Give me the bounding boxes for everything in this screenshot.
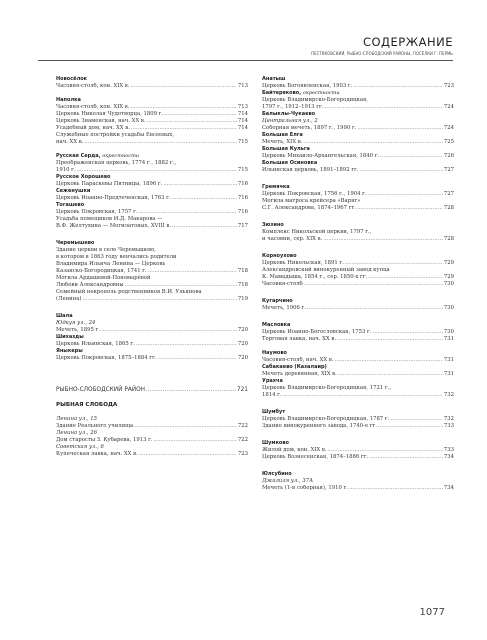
toc-entry — [56, 188, 248, 202]
item-title: Мечеть, 1895 г. — [56, 327, 100, 333]
toc-entry — [262, 378, 454, 399]
toc-entry — [262, 322, 454, 343]
toc-entry — [262, 76, 454, 90]
item-title: Церковь Покровская, 1756 г., 1904 г. — [262, 191, 367, 197]
place-name: Русская Серда, окрестности — [56, 153, 140, 159]
place-name: Русское Хорошево — [56, 174, 111, 180]
page-ref: 720 — [237, 341, 248, 347]
toc-line[interactable] — [56, 341, 248, 348]
toc-line[interactable] — [56, 327, 248, 334]
item-title: Церковь Михаило-Архангельская, 1840 г. — [262, 153, 380, 159]
place-name: Юлсубино — [262, 471, 292, 477]
item-title: Здание Реального училища — [56, 423, 134, 429]
page-ref: 713 — [237, 83, 248, 89]
item-title[interactable]: Усадьба помещиков И.Д. Макарова — — [56, 216, 163, 222]
toc-line[interactable] — [56, 223, 248, 230]
toc-entry — [56, 76, 248, 90]
place-name: Шумково — [262, 440, 289, 446]
page-ref: 714 — [237, 125, 248, 131]
place-name: Черемышево — [56, 240, 95, 246]
page-ref: 716 — [237, 209, 248, 215]
toc-entry — [262, 111, 454, 132]
item-title[interactable]: Церковь Владимирско-Богородицкая, 1721 г., — [262, 385, 392, 391]
place-name: Яныкеры — [56, 348, 83, 354]
page-ref: 718 — [237, 282, 248, 288]
item-title: Церковь Ильинская, 1865 г. — [56, 341, 135, 347]
page-ref: 724 — [443, 125, 454, 131]
toc-line[interactable] — [56, 355, 248, 362]
page-ref: 717 — [237, 223, 248, 229]
item-title: Церковь Иоанно-Предтеченская, 1763 г. — [56, 195, 171, 201]
item-title[interactable]: Служебные постройки усадьбы Евсеевых, — [56, 132, 174, 138]
place-name: Балыклы-Чукаево — [262, 111, 316, 117]
item-title: Усадебный дом, нач. XX в. — [56, 125, 130, 131]
page-ref: 734 — [443, 454, 454, 460]
item-title: Церковь Параскевы Пятницы, 1896 г. — [56, 181, 163, 187]
toc-line[interactable] — [262, 167, 454, 174]
item-title: и часовни, сер. XIX в. — [262, 236, 323, 242]
street-address: Юдкуя ул., 24 — [56, 320, 96, 326]
place-name: Сеженушки — [56, 188, 91, 194]
district-title: РЫБНО-СЛОБОДСКИЙ РАЙОН — [56, 387, 146, 393]
page-subtitle: ПЕСТЯКОВСКИЙ, РЫБНО-СЛОБОДСКИЙ РАЙОНЫ, ПОСЁЛКИ Г. ПЕРМЬ — [311, 51, 453, 56]
section-heading: РЫБНАЯ СЛОБОДА — [56, 402, 118, 408]
toc-right-column — [262, 76, 454, 492]
toc-entry — [262, 440, 454, 461]
item-title: Часовня-столб, нач. XX в. — [262, 357, 334, 363]
page-ref: 716 — [237, 195, 248, 201]
page-ref: 730 — [443, 305, 454, 311]
place-suffix: окрестности — [302, 90, 340, 96]
place-name: Урахча — [262, 378, 283, 384]
item-title: Церковь Николая Чудотворца, 1809 г. — [56, 111, 164, 117]
place-name: Байтеряково, окрестности — [262, 90, 340, 96]
toc-line[interactable] — [262, 485, 454, 492]
street-address: Центральная ул., 2 — [262, 118, 318, 124]
toc-line[interactable] — [262, 153, 454, 160]
page-title: СОДЕРЖАНИЕ — [362, 35, 453, 49]
item-title[interactable]: в котором в 1863 году венчались родители — [56, 254, 177, 260]
item-title[interactable]: Церковь Владимирско-Богородицкая, — [262, 97, 369, 103]
item-title: Церковь Богоявленская, 1903 г. — [262, 83, 353, 89]
toc-line[interactable] — [56, 451, 248, 458]
toc-entry — [262, 184, 454, 212]
place-name: Большая Осиновка — [262, 160, 318, 166]
toc-line[interactable] — [262, 423, 454, 430]
page-ref: 732 — [443, 416, 454, 422]
item-title: Мечеть деревянная, XIX в. — [262, 371, 337, 377]
page-ref: 723 — [237, 451, 248, 457]
place-name: Кугарчино — [262, 298, 293, 304]
toc-entry — [262, 253, 454, 288]
item-title: Мечеть, XIX в. — [262, 139, 303, 145]
item-title: Часовня-столб, кон. XIX в. — [56, 104, 130, 110]
place-name: Анатыш — [262, 76, 286, 82]
place-name: Новосёлок — [56, 76, 88, 82]
item-title: В.Ф. Желтухина — Могилатовых, XVIII в. — [56, 223, 172, 229]
toc-entry — [56, 240, 248, 303]
item-title: Церковь Никольская, 1891 г. — [262, 260, 344, 266]
toc-entry — [56, 202, 248, 230]
toc-line[interactable] — [262, 371, 454, 378]
page-ref: 729 — [443, 260, 454, 266]
toc-entry — [56, 348, 248, 362]
toc-entry — [56, 97, 248, 146]
item-title[interactable]: Могила матроса крейсера «Варяг» — [262, 198, 361, 204]
toc-line[interactable] — [262, 274, 454, 281]
street-address: Ленина ул., 15 — [56, 416, 98, 422]
item-title: Казанско-Богородицкая, 1741 г. — [56, 268, 147, 274]
place-name: Большая Кульга — [262, 146, 310, 152]
toc-entry — [262, 90, 454, 111]
page-ref: 724 — [443, 104, 454, 110]
place-name: Гремячка — [262, 184, 290, 190]
item-title: Церковь Иоанно-Богословская, 1753 г. — [262, 329, 372, 335]
page-ref: 733 — [443, 423, 454, 429]
page-ref: 723 — [443, 83, 454, 89]
item-title: Церковь Владимирско-Богородицкая, 1787 г. — [262, 416, 390, 422]
toc-line[interactable] — [262, 454, 454, 461]
item-title: Торговая лавка, нач. XX в. — [262, 336, 337, 342]
place-name: Тогашево — [56, 202, 85, 208]
toc-line[interactable] — [56, 125, 248, 132]
item-title[interactable]: Могила Ардашевой-Пономарёвой — [56, 275, 151, 281]
page-ref: 726 — [443, 153, 454, 159]
item-title: Здание винокуренного завода, 1740-е гг. — [262, 423, 378, 429]
item-title: Церковь Вознесенская, 1874–1886 гг. — [262, 454, 369, 460]
toc-line[interactable] — [262, 357, 454, 364]
toc-line[interactable] — [262, 329, 454, 336]
toc-entry — [262, 409, 454, 430]
place-name: Шала — [56, 313, 73, 319]
toc-line[interactable] — [56, 104, 248, 111]
item-title: нач. XX в. — [56, 139, 84, 145]
item-title: Церковь Покровская, 1875–1884 гг. — [56, 355, 157, 361]
page-ref: 731 — [443, 357, 454, 363]
item-title: 1814 г. — [262, 392, 282, 398]
item-title[interactable]: Преображенская церковь, 1774 г., 1882 г., — [56, 160, 177, 166]
toc-line[interactable] — [262, 125, 454, 132]
item-title: (Ленина) — [56, 296, 82, 302]
toc-line[interactable] — [262, 104, 454, 111]
item-title: Часовня-столб, кон. XIX в. — [56, 83, 130, 89]
toc-line[interactable] — [262, 281, 454, 288]
toc-line[interactable] — [56, 423, 248, 430]
page-ref: 714 — [237, 111, 248, 117]
place-name: Зюзино — [262, 222, 284, 228]
toc-line[interactable] — [56, 195, 248, 202]
page-ref: 716 — [237, 181, 248, 187]
place-name: Шихазды — [56, 334, 84, 340]
item-title: Часовня-столб — [262, 281, 303, 287]
page-ref: 730 — [443, 281, 454, 287]
toc-line[interactable] — [56, 282, 248, 289]
page-number: 1077 — [419, 607, 445, 618]
header-rule — [38, 60, 453, 61]
item-title: Любови Александровны — [56, 282, 124, 288]
page-ref: 725 — [443, 139, 454, 145]
item-title[interactable]: Комплекс Никольской церкви, 1797 г., — [262, 229, 372, 235]
place-name: Большая Елга — [262, 132, 303, 138]
toc-entry — [56, 334, 248, 348]
page-ref: 730 — [443, 329, 454, 335]
item-title: Мечеть (1-я соборная), 1910 г. — [262, 485, 348, 491]
toc-entry — [262, 471, 454, 492]
page-ref: 732 — [443, 392, 454, 398]
toc-line[interactable] — [56, 437, 248, 444]
district-heading[interactable] — [56, 386, 248, 394]
page-ref: 715 — [237, 139, 248, 145]
toc-left-column — [56, 76, 248, 458]
toc-line[interactable] — [56, 118, 248, 125]
toc-line[interactable] — [262, 83, 454, 90]
page-ref: 722 — [237, 423, 248, 429]
toc-entry — [262, 132, 454, 146]
page-ref: 720 — [237, 327, 248, 333]
page-ref: 729 — [443, 274, 454, 280]
page-ref: 728 — [443, 236, 454, 242]
toc-entry — [56, 444, 248, 458]
toc-entry — [56, 153, 248, 174]
toc-line[interactable] — [56, 268, 248, 275]
page-ref: 719 — [237, 296, 248, 302]
place-name: Наполка — [56, 97, 81, 103]
toc-line[interactable] — [262, 392, 454, 399]
place-name: Корноухово — [262, 253, 297, 259]
item-title: Дом старосты З. Кубарева, 1913 г. — [56, 437, 153, 443]
item-title: 1910 г. — [56, 167, 76, 173]
item-title: Церковь Знаменская, нач. XX в. — [56, 118, 146, 124]
page-ref: 721 — [236, 387, 248, 393]
item-title[interactable]: Владимира Ильича Ленина — Церковь — [56, 261, 166, 267]
toc-line[interactable] — [262, 236, 454, 243]
toc-entry — [262, 364, 454, 378]
toc-line[interactable] — [56, 139, 248, 146]
item-title: Мечеть, 1906 г. — [262, 305, 306, 311]
toc-entry — [56, 313, 248, 334]
page-ref: 713 — [237, 104, 248, 110]
toc-entry — [262, 298, 454, 312]
item-title: 1797 г., 1912–1913 гг. — [262, 104, 324, 110]
place-suffix: окрестности — [102, 153, 140, 159]
page-ref: 728 — [443, 205, 454, 211]
toc-entry — [56, 416, 248, 430]
street-address: Джалиля ул., 37А — [262, 478, 314, 484]
page-ref: 715 — [237, 167, 248, 173]
item-title: К. Мамадыша, 1854 г., сер. 1850-х гг. — [262, 274, 368, 280]
toc-line[interactable] — [56, 181, 248, 188]
toc-line[interactable] — [262, 139, 454, 146]
toc-line[interactable] — [262, 191, 454, 198]
item-title: С.Г. Александрова, 1874–1967 гг. — [262, 205, 356, 211]
toc-entry — [262, 350, 454, 364]
toc-line[interactable] — [56, 296, 248, 303]
page-ref: 727 — [443, 167, 454, 173]
toc-line[interactable] — [262, 416, 454, 423]
toc-line[interactable] — [56, 83, 248, 90]
page-ref: 718 — [237, 268, 248, 274]
street-address: Ленина ул., 26 — [56, 430, 98, 436]
toc-line[interactable] — [262, 336, 454, 343]
toc-entry — [262, 146, 454, 160]
toc-line[interactable] — [262, 447, 454, 454]
toc-entry — [262, 222, 454, 243]
page-ref: 720 — [237, 355, 248, 361]
item-title: Ильинская церковь, 1891–1892 гг. — [262, 167, 359, 173]
street-address: Советская ул., 6 — [56, 444, 104, 450]
item-title[interactable]: Здание церкви в селе Черемышево, — [56, 247, 156, 253]
item-title[interactable]: Семейный некрополь родственников В.И. Ульянова — [56, 289, 202, 295]
item-title[interactable]: Александровский винокуренный завод купца — [262, 267, 390, 273]
page-ref: 722 — [237, 437, 248, 443]
item-title: Жилой дом, кон. XIX в. — [262, 447, 327, 453]
page-ref: 733 — [443, 447, 454, 453]
toc-line[interactable] — [56, 167, 248, 174]
item-title: Купеческая лавка, нач. XX в. — [56, 451, 138, 457]
page-ref: 731 — [443, 371, 454, 377]
toc-line[interactable] — [262, 205, 454, 212]
page-ref: 734 — [443, 485, 454, 491]
toc-line[interactable] — [262, 305, 454, 312]
toc-entry — [56, 430, 248, 444]
page-ref: 714 — [237, 118, 248, 124]
place-name: Наумово — [262, 350, 287, 356]
page-ref: 731 — [443, 336, 454, 342]
toc-entry — [56, 174, 248, 188]
toc-line[interactable] — [56, 111, 248, 118]
toc-line[interactable] — [56, 209, 248, 216]
page-ref: 727 — [443, 191, 454, 197]
place-name: Масловка — [262, 322, 291, 328]
toc-entry — [262, 160, 454, 174]
toc-line[interactable] — [262, 260, 454, 267]
place-name: Сабакаево (Казалаир) — [262, 364, 327, 370]
place-name: Шумбут — [262, 409, 286, 415]
item-title: Церковь Покровская, 1757 г. — [56, 209, 138, 215]
item-title: Соборная мечеть, 1897 г., 1990 г. — [262, 125, 357, 131]
